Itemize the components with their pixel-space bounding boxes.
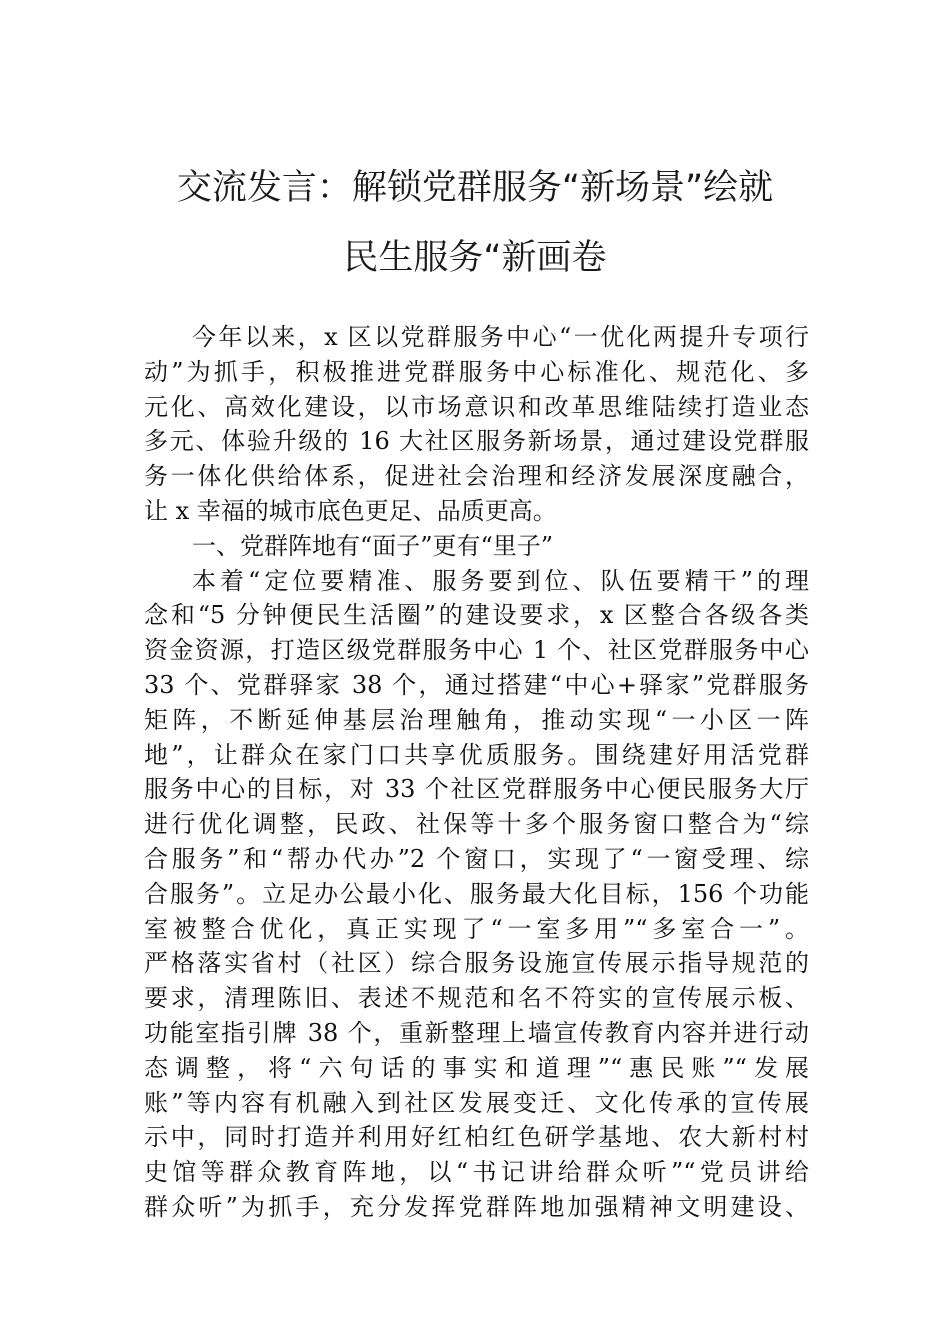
paragraph-line: 进行优化调整，民政、社保等十多个服务窗口整合为“综 <box>144 810 809 839</box>
document-body <box>144 320 809 1225</box>
paragraph-line: 让 x 幸福的城市底色更足、品质更高。 <box>144 496 557 525</box>
paragraph-line: 今年以来，x 区以党群服务中心“一优化两提升专项行 <box>192 323 809 351</box>
paragraph-line: 史馆等群众教育阵地，以“书记讲给群众听”“党员讲给 <box>144 1158 809 1187</box>
paragraph-line: 矩阵，不断延伸基层治理触角，推动实现“一小区一阵 <box>144 705 809 734</box>
paragraph-line: 务一体化供给体系，促进社会治理和经济发展深度融合， <box>144 462 809 491</box>
paragraph-line: 账”等内容有机融入到社区发展变迁、文化传承的宣传展 <box>144 1088 809 1117</box>
paragraph-line: 动”为抓手，积极推进党群服务中心标准化、规范化、多 <box>144 357 809 386</box>
paragraph-line: 合服务”和“帮办代办”2 个窗口，实现了“一窗受理、综 <box>144 844 809 873</box>
paragraph-line: 地”，让群众在家门口共享优质服务。围绕建好用活党群 <box>144 740 809 769</box>
paragraph-line: 严格落实省村（社区）综合服务设施宣传展示指导规范的 <box>144 949 809 978</box>
paragraph-line: 要求，清理陈旧、表述不规范和名不符实的宣传展示板、 <box>144 984 809 1013</box>
paragraph-line: 资金资源，打造区级党群服务中心 1 个、社区党群服务中心 <box>144 636 809 665</box>
document-title-line-2: 民生服务“新画卷 <box>343 238 607 278</box>
paragraph-line: 合服务”。立足办公最小化、服务最大化目标，156 个功能 <box>144 879 809 908</box>
paragraph-line: 元化、高效化建设，以市场意识和改革思维陆续打造业态 <box>144 392 809 421</box>
paragraph-line: 念和“5 分钟便民生活圈”的建设要求，x 区整合各级各类 <box>144 601 809 630</box>
paragraph-line: 33 个、党群驿家 38 个，通过搭建“中心+驿家”党群服务 <box>144 670 809 699</box>
paragraph-line: 本着“定位要精准、服务要到位、队伍要精干”的理 <box>192 566 809 595</box>
paragraph-line: 服务中心的目标，对 33 个社区党群服务中心便民服务大厅 <box>144 775 809 804</box>
document-title-line-1: 交流发言：解锁党群服务“新场景”绘就 <box>176 168 774 208</box>
paragraph-line: 态调整，将“六句话的事实和道理”“惠民账”“发展 <box>144 1053 809 1082</box>
section-heading: 一、党群阵地有“面子”更有“里子” <box>192 531 554 560</box>
paragraph-line: 示中，同时打造并利用好红柏红色研学基地、农大新村村 <box>144 1123 809 1152</box>
paragraph-line: 多元、体验升级的 16 大社区服务新场景，通过建设党群服 <box>144 427 809 456</box>
paragraph-line: 室被整合优化，真正实现了“一室多用”“多室合一”。 <box>144 914 809 943</box>
paragraph-line: 功能室指引牌 38 个，重新整理上墙宣传教育内容并进行动 <box>144 1018 809 1047</box>
paragraph-line: 群众听”为抓手，充分发挥党群阵地加强精神文明建设、 <box>144 1192 809 1221</box>
